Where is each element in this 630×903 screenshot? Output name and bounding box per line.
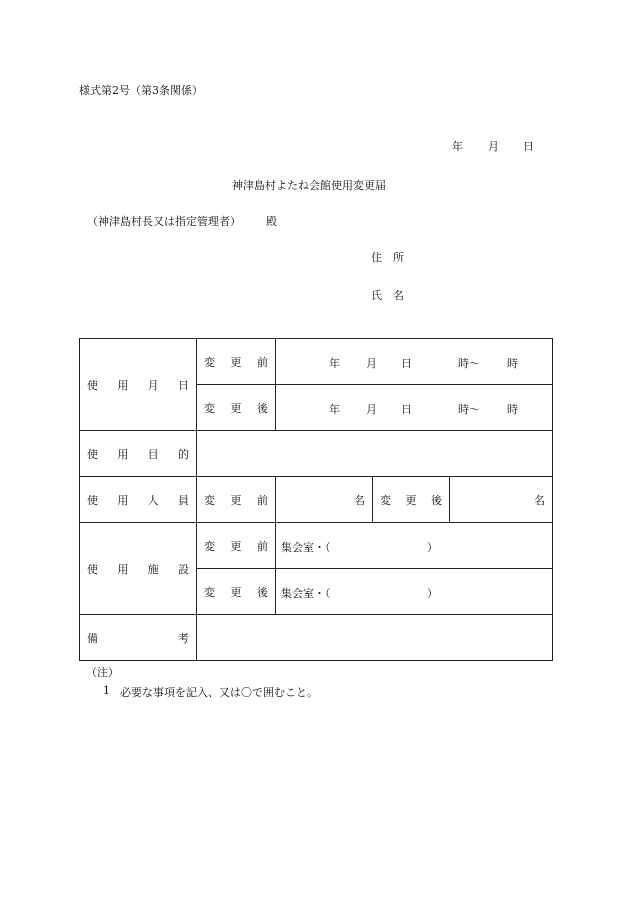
use-date-label <box>80 339 197 431</box>
note-item-number: 1 <box>103 684 110 697</box>
facility-after-close: ） <box>427 586 438 600</box>
people-before-unit: 名 <box>354 493 365 507</box>
people-after-unit: 名 <box>534 493 545 507</box>
note-item-text: 必要な事項を記入、又は〇で囲むこと。 <box>120 686 318 699</box>
facility-after-value[interactable] <box>276 569 553 615</box>
date-before-value[interactable] <box>276 339 553 385</box>
date-after-time-from: 時～ <box>458 402 480 416</box>
date-before-day: 日 <box>401 356 412 370</box>
use-date-label-text: 使 用 月 日 <box>87 378 189 392</box>
date-after-day: 日 <box>401 402 412 416</box>
facility-before-value[interactable] <box>276 523 553 569</box>
people-label: 使 用 人 員 <box>80 477 197 523</box>
date-after-label: 変 更 後 <box>197 385 276 431</box>
form-number: 様式第2号（第3条関係） <box>79 84 203 97</box>
facility-after-label: 変 更 後 <box>197 569 276 615</box>
date-before-label: 変 更 前 <box>197 339 276 385</box>
date-after-month: 月 <box>366 402 377 416</box>
people-after-label: 変 更 後 <box>373 477 450 523</box>
remarks-value[interactable] <box>197 615 553 661</box>
facility-before-label: 変 更 前 <box>197 523 276 569</box>
date-before-time-to: 時 <box>507 356 518 370</box>
date-after-year: 年 <box>329 402 340 416</box>
document-title: 神津島村よたね会館使用変更届 <box>232 179 386 192</box>
people-before-value[interactable] <box>276 477 373 523</box>
facility-after-text: 集会室・（ <box>281 586 331 600</box>
honorific: 殿 <box>266 215 277 228</box>
date-before-month: 月 <box>366 356 377 370</box>
notes-heading: （注） <box>86 666 119 679</box>
address-label: 住 所 <box>371 251 404 264</box>
facility-label: 使 用 施 設 <box>80 523 197 615</box>
name-label: 氏 名 <box>371 289 404 302</box>
date-month-label: 月 <box>488 140 499 153</box>
date-after-time-to: 時 <box>507 402 518 416</box>
date-day-label: 日 <box>523 140 534 153</box>
purpose-value[interactable] <box>197 431 553 477</box>
date-year-label: 年 <box>452 140 463 153</box>
people-after-value[interactable] <box>450 477 553 523</box>
date-after-value[interactable] <box>276 385 553 431</box>
date-before-time-from: 時～ <box>458 356 480 370</box>
addressee: （神津島村長又は指定管理者） <box>87 215 241 228</box>
purpose-label: 使 用 目 的 <box>80 431 197 477</box>
date-before-year: 年 <box>329 356 340 370</box>
remarks-label: 備 考 <box>80 615 197 661</box>
change-request-table <box>79 338 553 661</box>
facility-before-close: ） <box>427 540 438 554</box>
people-before-label: 変 更 前 <box>197 477 276 523</box>
facility-before-text: 集会室・（ <box>281 540 331 554</box>
